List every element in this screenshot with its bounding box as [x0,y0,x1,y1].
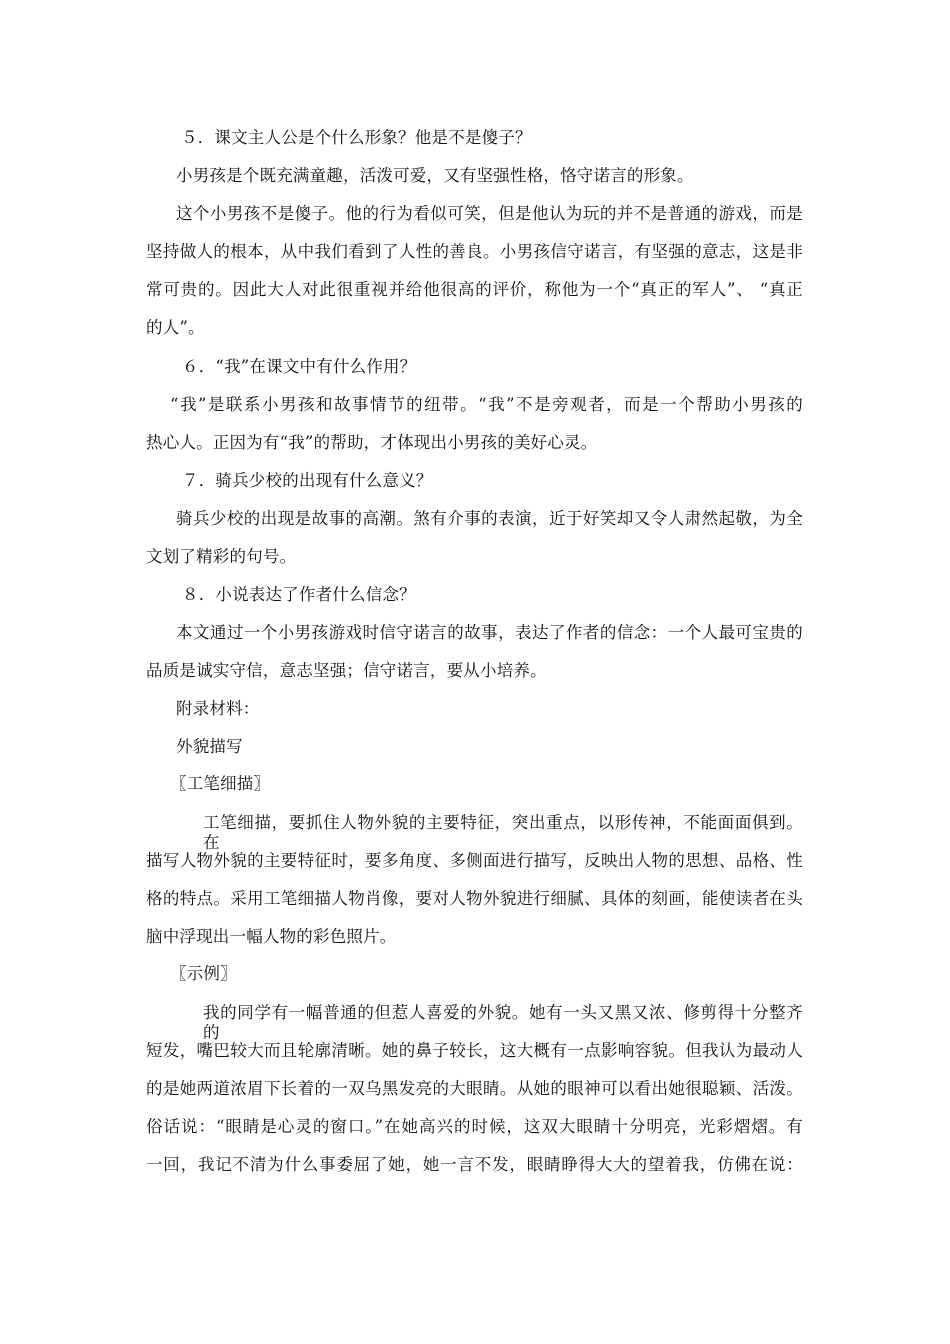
appendix-heading: 附录材料： [176,699,260,718]
answer-7-line-1: 骑兵少校的出现是故事的高潮。煞有介事的表演，近于好笑却又令人肃然起敬，为全 [176,509,803,528]
example-line-4: 俗话说：“眼睛是心灵的窗口。”在她高兴的时候，这双大眼睛十分明亮，光彩熠熠。有 [146,1117,803,1136]
gongbi-line-3: 格的特点。采用工笔细描人物肖像，要对人物外貌进行细腻、具体的刻画，能使读者在头 [146,889,803,908]
question-7: ７．骑兵少校的出现有什么意义？ [182,471,433,490]
question-6: ６．“我”在课文中有什么作用？ [182,357,417,376]
answer-7-line-2: 文划了精彩的句号。 [146,547,297,566]
answer-8-line-2: 品质是诚实守信，意志坚强；信守诺言，要从小培养。 [146,661,547,680]
question-5: ５．课文主人公是个什么形象？他是不是傻子？ [181,128,532,147]
gongbi-line-1: 工笔细描，要抓住人物外貌的主要特征，突出重点，以形传神，不能面面俱到。在 [203,813,803,852]
answer-6-line-2: 热心人。正因为有“我”的帮助，才体现出小男孩的美好心灵。 [146,433,598,452]
question-8: ８．小说表达了作者什么信念？ [182,585,416,604]
example-line-1: 我的同学有一幅普通的但惹人喜爱的外貌。她有一头又黑又浓、修剪得十分整齐的 [203,1003,803,1042]
example-line-2: 短发，嘴巴较大而且轮廓清晰。她的鼻子较长，这大概有一点影响容貌。但我认为最动人 [146,1041,803,1060]
answer-8-line-1: 本文通过一个小男孩游戏时信守诺言的故事，表达了作者的信念：一个人最可宝贵的 [176,623,803,642]
gongbi-line-2: 描写人物外貌的主要特征时，要多角度、多侧面进行描写，反映出人物的思想、品格、性 [146,851,803,870]
answer-5-line-4: 常可贵的。因此大人对此很重视并给他很高的评价，称他为一个“真正的军人”、 “真正 [146,280,803,299]
example-line-3: 的是她两道浓眉下长着的一双乌黑发亮的大眼睛。从她的眼神可以看出她很聪颖、活泼。 [146,1079,803,1098]
answer-5-line-1: 小男孩是个既充满童趣，活泼可爱，又有坚强性格，恪守诺言的形象。 [176,166,694,185]
gongbi-line-4: 脑中浮现出一幅人物的彩色照片。 [146,927,397,946]
subsection-gongbi: 〖工笔细描〗 [170,774,271,793]
answer-5-line-5: 的人”。 [146,318,205,337]
example-line-5: 一回，我记不清为什么事委屈了她，她一言不发，眼睛睁得大大的望着我，仿佛在说： [146,1155,803,1174]
answer-5-line-2: 这个小男孩不是傻子。他的行为看似可笑，但是他认为玩的并不是普通的游戏，而是 [176,204,803,223]
section-title: 外貌描写 [176,737,243,756]
answer-5-line-3: 坚持做人的根本，从中我们看到了人性的善良。小男孩信守诺言，有坚强的意志，这是非 [146,242,803,261]
answer-6-line-1: “我”是联系小男孩和故事情节的纽带。“我”不是旁观者，而是一个帮助小男孩的 [170,395,803,414]
subsection-example: 〖示例〗 [170,964,237,983]
